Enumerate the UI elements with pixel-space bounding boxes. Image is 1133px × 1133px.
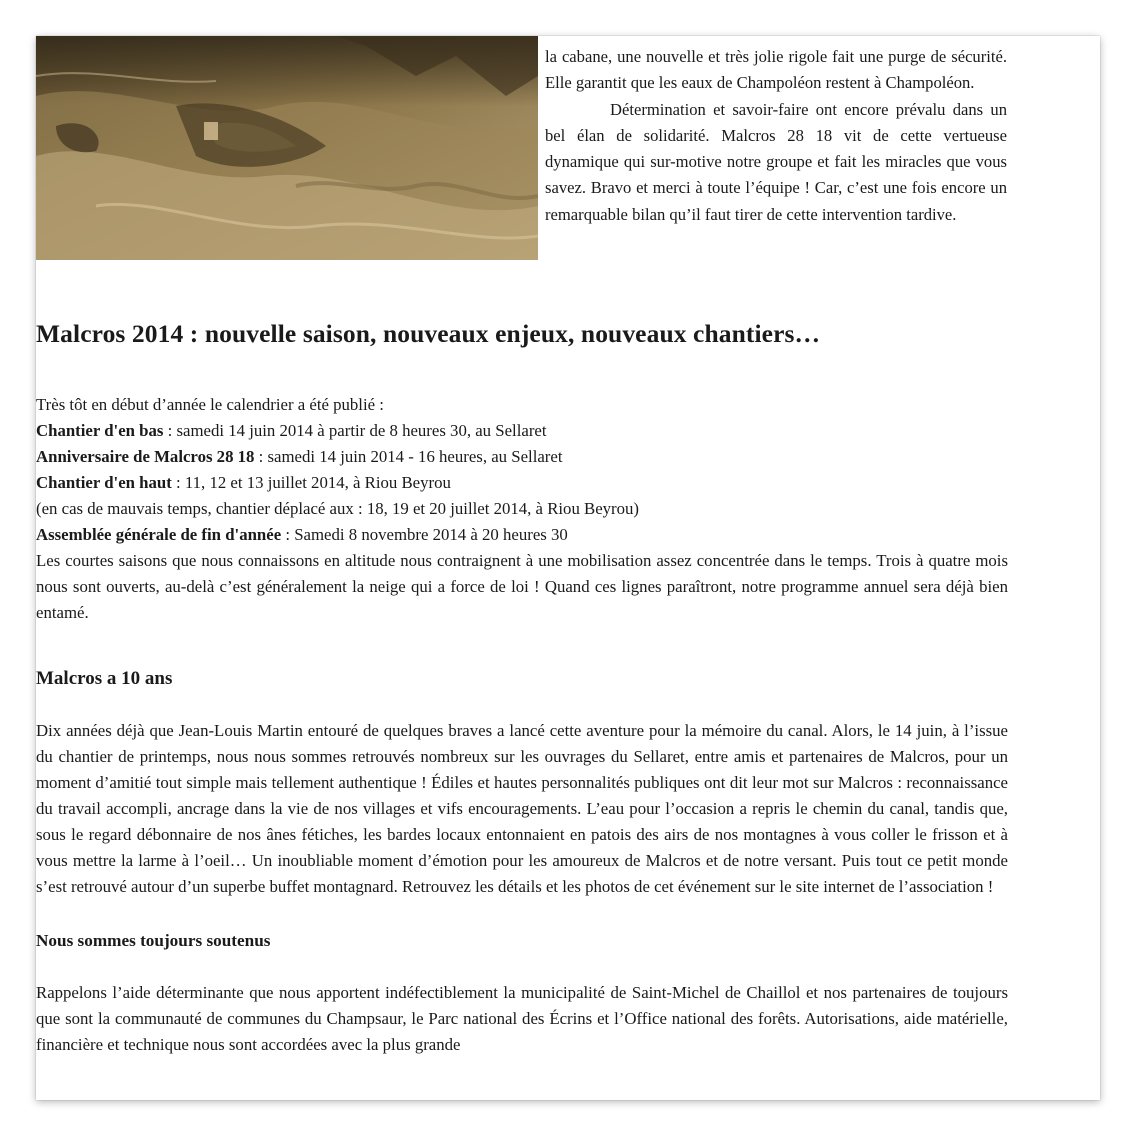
event-chantier-en-haut: [36, 470, 1008, 496]
event-label: Chantier d'en haut: [36, 473, 172, 492]
event-anniversaire: [36, 444, 1008, 470]
season-paragraph: Les courtes saisons que nous connaissons en altitude nous contraignent à une mobilisation assez concentrée dans le temps. Trois à quatre mois nous sont ouverts, au-delà c’est généralement la neige qui a force de loi ! Quand ces lignes paraîtront, notre programme annuel sera déjà bien entamé.: [36, 551, 1008, 622]
top-right-column: [545, 44, 1007, 228]
top-paragraph-2: Détermination et savoir-faire ont encore prévalu dans un bel élan de solidarité. Malcros 28 18 vit de cette vertueuse dynamique qui sur-motive notre groupe et fait les miracles que vous savez. Bravo et merci à toute l’équipe ! Car, c’est une fois encore un remarquable bilan qu’il faut tirer de cette intervention tardive.: [545, 99, 1007, 224]
main-text: [36, 318, 1008, 1058]
section-title-2014: Malcros 2014 : nouvelle saison, nouveaux enjeux, nouveaux chantiers…: [36, 319, 821, 348]
event-details: : 11, 12 et 13 juillet 2014, à Riou Beyrou: [171, 473, 451, 492]
event-chantier-en-bas: [36, 418, 1008, 444]
anniversary-paragraph: Dix années déjà que Jean-Louis Martin entouré de quelques braves a lancé cette aventure pour la mémoire du canal. Alors, le 14 juin, à l’issue du chantier de printemps, nous nous sommes retrouvés nombreux sur les ouvrages du Sellaret, entre amis et partenaires de Malcros, pour un moment d’amitié tout simple mais tellement authentique ! Édiles et hautes personnalités publiques ont dit leur mot sur Malcros : reconnaissance du travail accompli, ancrage dans la vie de nos villages et vifs encouragements. L’eau pour l’occasion a repris le chemin du canal, tandis que, sous le regard débonnaire de nos ânes fétiches, les bardes locaux entonnaient en patois des airs de nos montagnes à vous coller le frisson et à vous mettre la larme à l’oeil… Un inoubliable moment d’émotion pour les amoureux de Malcros et de notre versant. Puis tout ce petit monde s’est retrouvé autour d’un superbe buffet montagnard. Retrouvez les détails et les photos de cet événement sur le site internet de l’association !: [36, 721, 1008, 896]
mountain-worksite-photo: [36, 36, 538, 260]
section-title-10-ans: Malcros a 10 ans: [36, 668, 173, 689]
section-title-soutenus: Nous sommes toujours soutenus: [36, 931, 271, 950]
weather-note: (en cas de mauvais temps, chantier déplacé aux : 18, 19 et 20 juillet 2014, à Riou Beyrou): [36, 499, 640, 518]
event-label: Chantier d'en bas: [36, 421, 164, 440]
event-label: Assemblée générale de fin d'année: [36, 525, 282, 544]
event-label: Anniversaire de Malcros 28 18: [36, 447, 255, 466]
scanned-page: [36, 36, 1100, 1100]
top-paragraph-1: la cabane, une nouvelle et très jolie rigole fait une purge de sécurité. Elle garantit que les eaux de Champoléon restent à Champoléon.: [545, 47, 1007, 93]
support-paragraph: Rappelons l’aide déterminante que nous apportent indéfectiblement la municipalité de Saint-Michel de Chaillol et nos partenaires de toujours que sont la communauté de communes du Champsaur, le Parc national des Écrins et l’Office national des forêts. Autorisations, aide matérielle, financière et technique nous sont accordées avec la plus grande: [36, 983, 1008, 1054]
event-details: : Samedi 8 novembre 2014 à 20 heures 30: [281, 525, 568, 544]
event-details: : samedi 14 juin 2014 - 16 heures, au Sellaret: [254, 447, 563, 466]
event-assemblee: [36, 522, 1008, 548]
calendar-intro: Très tôt en début d’année le calendrier a été publié :: [36, 395, 384, 414]
event-details: : samedi 14 juin 2014 à partir de 8 heures 30, au Sellaret: [163, 421, 547, 440]
